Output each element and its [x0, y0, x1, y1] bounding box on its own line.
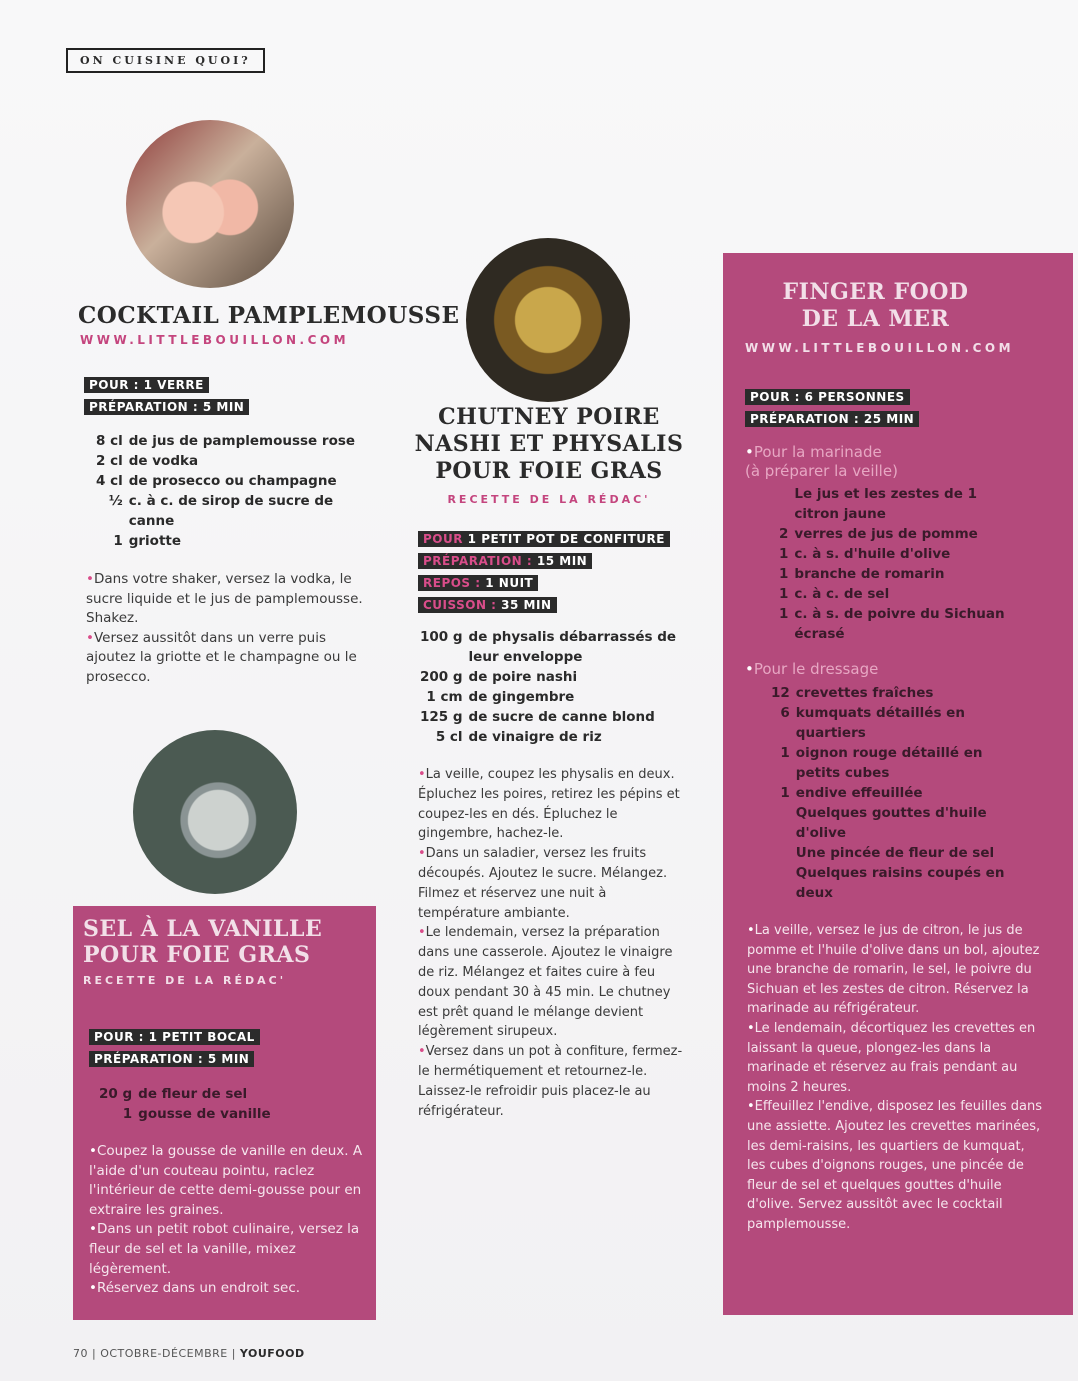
section-tag: ON CUISINE QUOI? [66, 48, 265, 73]
cocktail-steps [86, 570, 366, 688]
finger-site: WWW.LITTLEBOUILLON.COM [745, 341, 1015, 355]
tag-servings: POUR : 1 VERRE [84, 377, 209, 393]
step: •Effeuillez l'endive, disposez les feuilles dans une assiette. Ajoutez les crevettes marinées, les demi-raisins, les quartiers de kumquat, les cubes d'oignons rouges, une pincée de fleur de sel et quelques gouttes d'huile d'olive. Servez aussitôt avec le cocktail pamplemousse. [747, 1099, 1042, 1232]
finger-title: FINGER FOOD DE LA MER [782, 279, 969, 332]
step: •Dans votre shaker, versez la vodka, le sucre liquide et le jus de pamplemousse. Shakez. [86, 571, 363, 627]
tag-prep: PRÉPARATION : 25 MIN [745, 411, 919, 427]
step: •La veille, versez le jus de citron, le jus de pomme et l'huile d'olive dans un bol, ajoutez une branche de romarin, le sel, le poivre du Sichuan et les zestes de citron. Réservez la marinade au réfrigérateur. [747, 923, 1040, 1017]
salt-subtitle: RECETTE DE LA RÉDAC' [83, 974, 287, 987]
step: •Dans un saladier, versez les fruits découpés. Ajoutez le sucre. Mélangez. Filmez et réservez une nuit à température ambiante. [418, 846, 668, 921]
step: •Dans un petit robot culinaire, versez la fleur de sel et la vanille, mixez légèrement. [89, 1221, 360, 1277]
tag-prep: PRÉPARATION : 15 MIN [418, 553, 592, 569]
salt-recipe-box [73, 906, 376, 1320]
step: •Versez dans un pot à confiture, fermez-le hermétiquement et retournez-le. Laissez-le refroidir puis placez-le au réfrigérateur. [418, 1044, 683, 1119]
chutney-ingredients: 100 g de physalis débarrassés de leur enveloppe 200 g de poire nashi 1 cm de gingembre 125 g de sucre de canne blond 5 cl de vinaigre de riz [420, 629, 677, 745]
finger-food-recipe-box [723, 253, 1073, 1315]
tag-prep: PRÉPARATION : 5 MIN [89, 1051, 254, 1067]
tag-servings: POUR : 1 PETIT BOCAL [89, 1029, 260, 1045]
salt-steps [89, 1142, 369, 1299]
marinade-heading: •Pour la marinade (à préparer la veille) [745, 443, 898, 480]
cocktail-title: COCKTAIL PAMPLEMOUSSE [78, 302, 460, 329]
step: •Versez aussitôt dans un verre puis ajoutez la griotte et le champagne ou le prosecco. [86, 629, 357, 685]
step: •Réservez dans un endroit sec. [89, 1280, 301, 1297]
page-number: 70 [73, 1347, 88, 1360]
finger-tags [745, 386, 919, 430]
tag-servings: POUR 1 PETIT POT DE CONFITURE [418, 531, 670, 547]
step: •Le lendemain, décortiquez les crevettes en laissant la queue, plongez-les dans la marinade et réservez au frais pendant au moins 2 heures. [747, 1020, 1036, 1095]
step: •Le lendemain, versez la préparation dans une casserole. Ajoutez le vinaigre de riz. Mélangez et faites cuire à feu doux pendant 30 à 45 min. Le chutney est prêt quand le mélange devient légèrement sirupeux. [418, 925, 673, 1040]
chutney-title: CHUTNEY POIRE NASHI ET PHYSALIS POUR FOIE GRAS [414, 404, 684, 484]
tag-prep: PRÉPARATION : 5 MIN [84, 399, 249, 415]
salt-title: SEL À LA VANILLE POUR FOIE GRAS [83, 916, 323, 968]
cocktail-tags [84, 374, 249, 418]
tag-cook: CUISSON : 35 MIN [418, 597, 557, 613]
magazine-brand: YOUFOOD [239, 1347, 305, 1360]
chutney-tags [418, 528, 670, 616]
salt-tags [89, 1026, 260, 1070]
salt-ingredients: 20 g de fleur de sel 1 gousse de vanille [99, 1086, 271, 1122]
step: •Coupez la gousse de vanille en deux. A l'aide d'un couteau pointu, raclez l'intérieur de cette demi-gousse pour en extraire les graines. [89, 1143, 363, 1218]
tag-rest: REPOS : 1 NUIT [418, 575, 538, 591]
chutney-photo [466, 238, 630, 402]
marinade-ingredients: Le jus et les zestes de 1 citron jaune 2 verres de jus de pomme 1 c. à s. d'huile d'olive 1 branche de romarin 1 c. à c. de sel 1 c. à s. de poivre du Sichuan écrasé [779, 486, 1005, 642]
step: •La veille, coupez les physalis en deux. Épluchez les poires, retirez les pépins et coupez-les en dés. Épluchez le gingembre, hachez-le. [418, 767, 680, 842]
finger-steps [747, 921, 1047, 1235]
cocktail-photo [126, 120, 294, 288]
dressage-ingredients: 12 crevettes fraîches 6 kumquats détaillés en quartiers 1 oignon rouge détaillé en petits cubes 1 endive effeuillée Quelques gouttes d'huile d'olive Une pincée de fleur de sel Quelques raisins coupés en deux [771, 685, 1005, 901]
dressage-heading: •Pour le dressage [745, 660, 879, 678]
page-footer: 70 | OCTOBRE-DÉCEMBRE | YOUFOOD [73, 1347, 305, 1360]
salt-photo [133, 730, 297, 894]
chutney-steps [418, 765, 688, 1121]
issue-date: OCTOBRE-DÉCEMBRE [100, 1347, 228, 1360]
cocktail-ingredients: 8 cl de jus de pamplemousse rose 2 cl de vodka 4 cl de prosecco ou champagne ½ c. à c. de sirop de sucre de canne 1 griotte [96, 433, 356, 549]
cocktail-site: WWW.LITTLEBOUILLON.COM [80, 333, 350, 347]
chutney-subtitle: RECETTE DE LA RÉDAC' [447, 493, 651, 506]
tag-servings: POUR : 6 PERSONNES [745, 389, 910, 405]
